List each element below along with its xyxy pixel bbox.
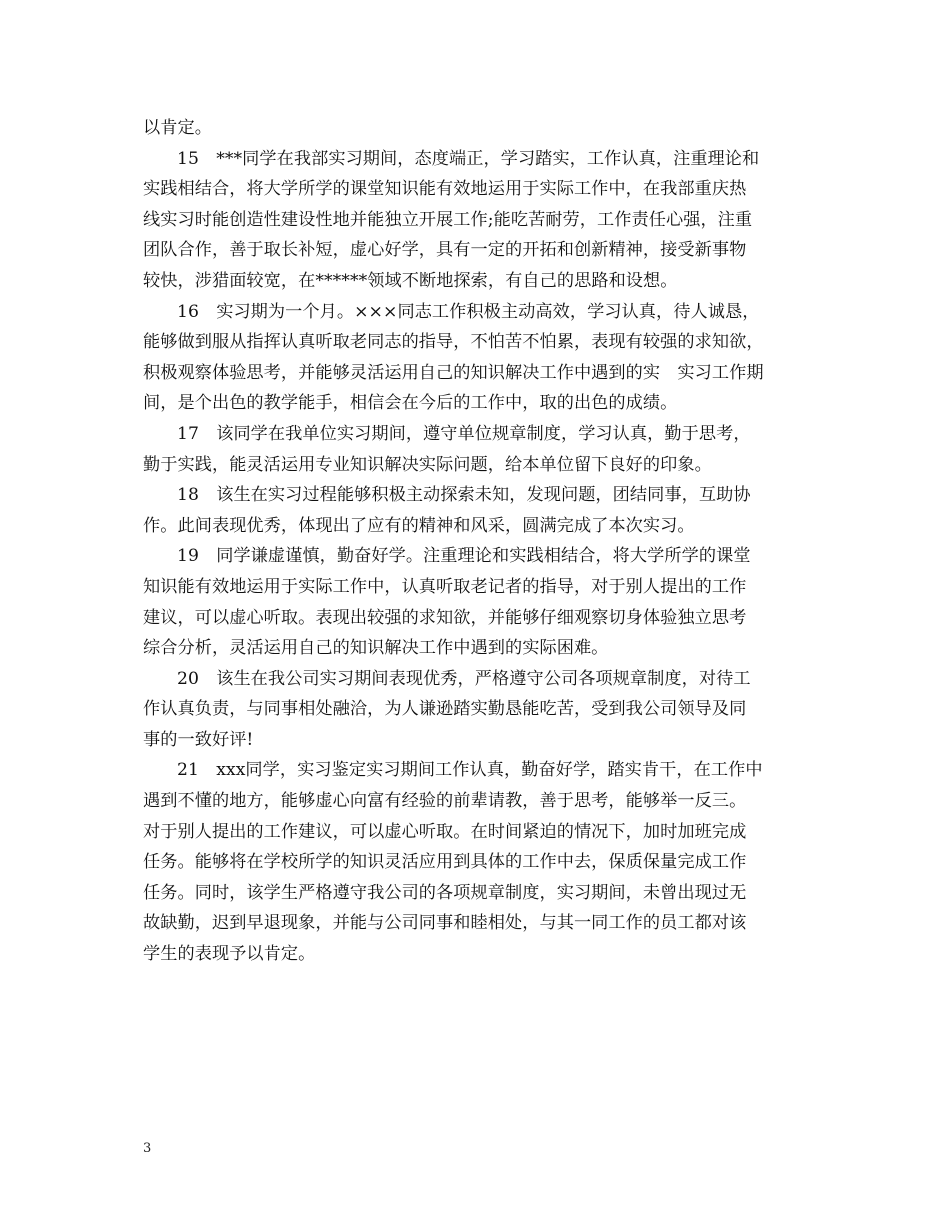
text-line: 遇到不懂的地方，能够虚心向富有经验的前辈请教，善于思考，能够举一反三。 [143, 791, 747, 812]
text-line: 建议，可以虚心听取。表现出较强的求知欲，并能够仔细观察切身体验独立思考 [143, 607, 747, 628]
text-line: 以肯定。 [143, 118, 212, 138]
text-line: 18 该生在实习过程能够积极主动探索未知，发现问题，团结同事，互助协 [177, 485, 751, 506]
text-line: 较快，涉猎面较宽，在******领域不断地探索，有自己的思路和设想。 [143, 270, 678, 291]
text-line: 能够做到服从指挥认真听取老同志的指导，不怕苦不怕累，表现有较强的求知欲， [143, 332, 764, 353]
text-line: 事的一致好评! [143, 729, 254, 750]
text-line: 16 实习期为一个月。×××同志工作积极主动高效，学习认真，待人诚恳， [177, 301, 760, 322]
paragraph-17 [143, 419, 823, 480]
text-line: 15 ***同学在我部实习期间，态度端正，学习踏实，工作认真，注重理论和 [177, 148, 760, 169]
text-line: 线实习时能创造性建设性地并能独立开展工作;能吃苦耐劳，工作责任心强，注重 [143, 209, 753, 230]
document-body [143, 113, 823, 970]
text-line: 任务。同时，该学生严格遵守我公司的各项规章制度，实习期间，未曾出现过无 [143, 882, 747, 903]
paragraph-20 [143, 664, 823, 756]
paragraph-continuation [143, 113, 823, 144]
page-number: 3 [143, 1141, 152, 1156]
paragraph-21 [143, 755, 823, 969]
paragraph-16 [143, 297, 823, 419]
text-line: 积极观察体验思考，并能够灵活运用自己的知识解决工作中遇到的实 实习工作期 [143, 362, 764, 383]
text-line: 19 同学谦虚谨慎，勤奋好学。注重理论和实践相结合，将大学所学的课堂 [177, 546, 751, 567]
text-line: 任务。能够将在学校所学的知识灵活应用到具体的工作中去，保质保量完成工作 [143, 852, 747, 873]
paragraph-18 [143, 480, 823, 541]
text-line: 综合分析，灵活运用自己的知识解决工作中遇到的实际困难。 [143, 638, 609, 659]
text-line: 作认真负责，与同事相处融洽，为人谦逊踏实勤恳能吃苦，受到我公司领导及同 [143, 699, 747, 720]
paragraph-19 [143, 541, 823, 663]
text-line: 间，是个出色的教学能手，相信会在今后的工作中，取的出色的成绩。 [143, 393, 678, 414]
text-line: 实践相结合，将大学所学的课堂知识能有效地运用于实际工作中，在我部重庆热 [143, 179, 747, 200]
text-line: 对于别人提出的工作建议，可以虚心听取。在时间紧迫的情况下，加时加班完成 [143, 821, 747, 842]
text-line: 20 该生在我公司实习期间表现优秀，严格遵守公司各项规章制度，对待工 [177, 668, 751, 689]
text-line: 勤于实践，能灵活运用专业知识解决实际问题，给本单位留下良好的印象。 [143, 454, 712, 475]
text-line: 17 该同学在我单位实习期间，遵守单位规章制度，学习认真，勤于思考， [177, 423, 751, 444]
text-line: 故缺勤，迟到早退现象，并能与公司同事和睦相处，与其一同工作的员工都对该 [143, 913, 747, 934]
text-line: 学生的表现予以肯定。 [143, 944, 316, 965]
text-line: 作。此间表现优秀，体现出了应有的精神和风采，圆满完成了本次实习。 [143, 515, 695, 536]
paragraph-15 [143, 144, 823, 297]
text-line: 团队合作，善于取长补短，虚心好学，具有一定的开拓和创新精神，接受新事物 [143, 240, 747, 261]
text-line: 知识能有效地运用于实际工作中，认真听取老记者的指导，对于别人提出的工作 [143, 576, 747, 597]
text-line: 21 xxx同学，实习鉴定实习期间工作认真，勤奋好学，踏实肯干，在工作中 [177, 760, 763, 781]
